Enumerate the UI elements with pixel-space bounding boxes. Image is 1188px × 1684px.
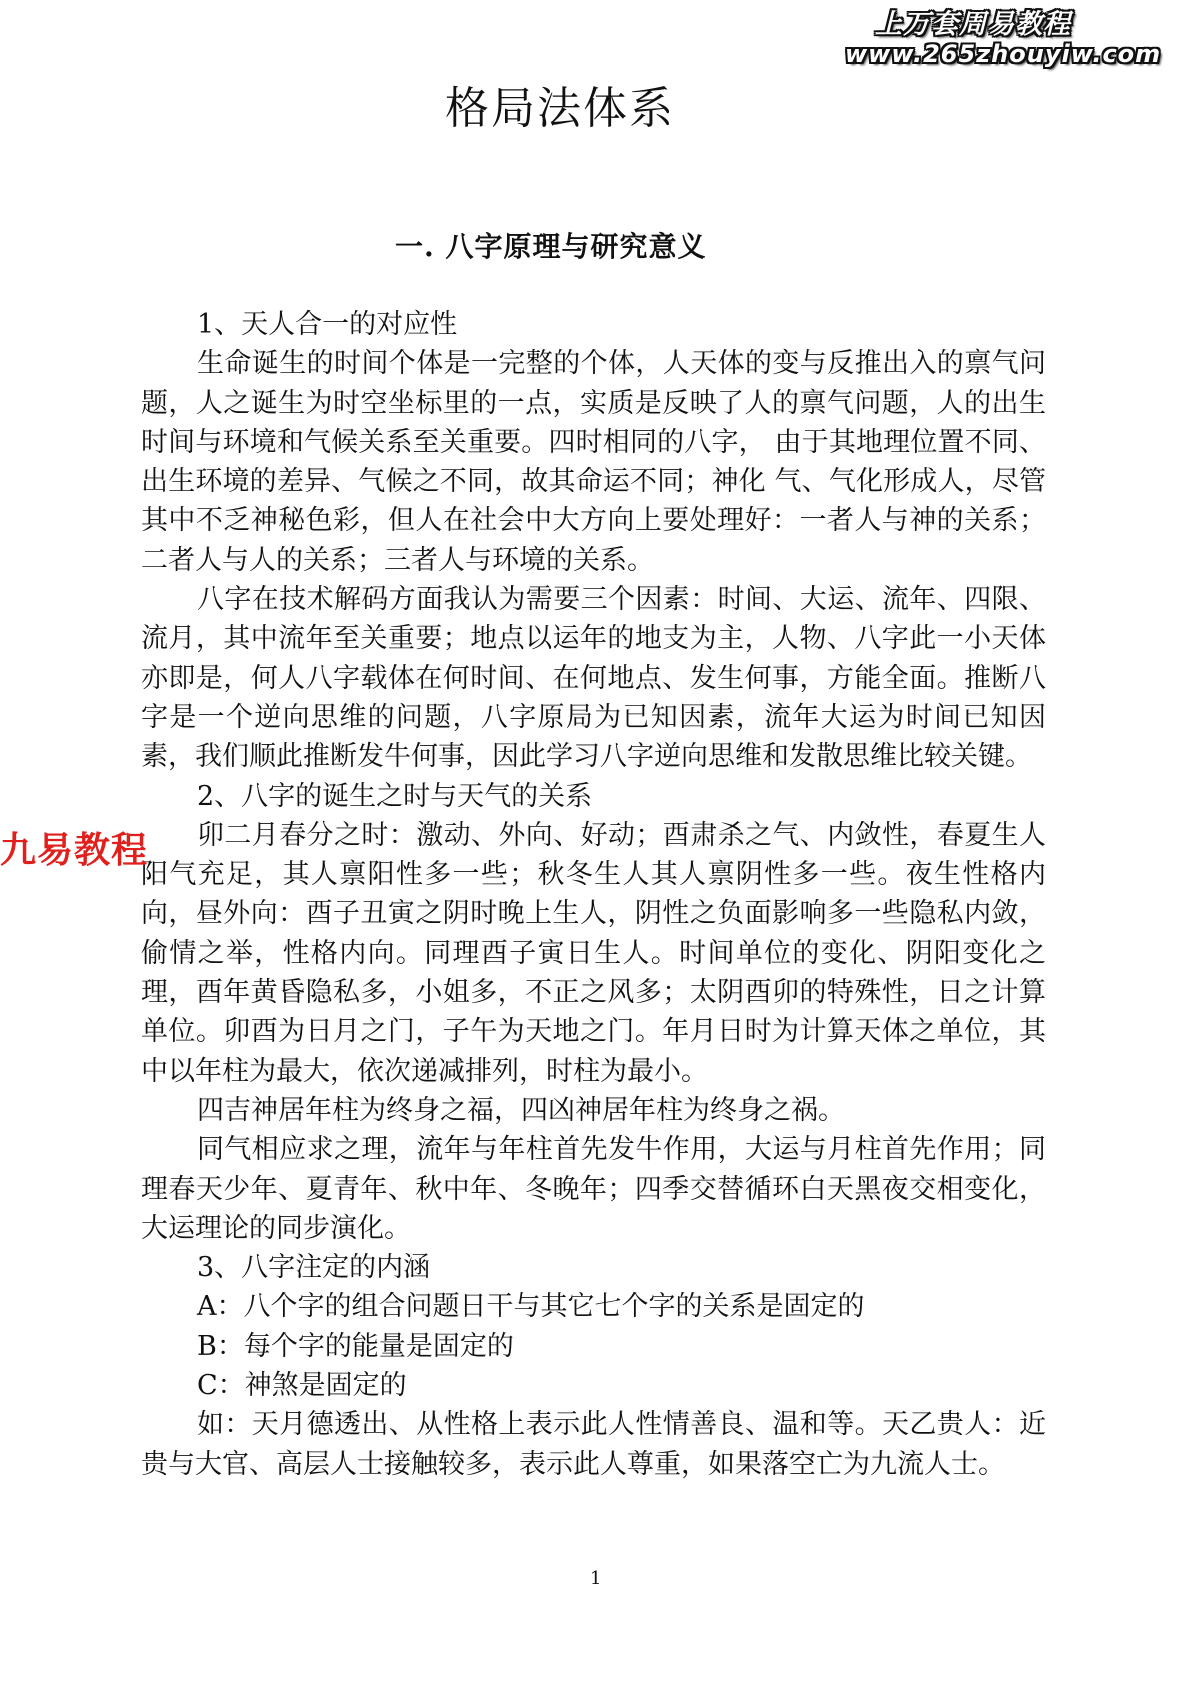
page-title: 格局法体系 (445, 83, 675, 134)
subheading-2: 2、八字的诞生之时与天气的关系 (197, 780, 593, 812)
section-heading: 一. 八字原理与研究意义 (395, 230, 707, 263)
paragraph: 卯二月春分之时：激动、外向、好动；酉肃杀之气、内敛性，春夏生人阳气充足，其人禀阳性多一些；秋冬生人其人禀阴性多一些。夜生性格内向，昼外向：酉子丑寅之阴时晚上生人，阴性之负面影响多一些隐私内敛，偷情之举，性格内向。同理酉子寅日生人。时间单位的变化、阴阳变化之理，酉年黄昏隐私多，小姐多，不正之风多；太阴酉卯的特殊性，日之计算单位。卯酉为日月之门，子午为天地之门。年月日时为计算天体之单位，其中以年柱为最大，依次递减排列，时柱为最小。 (141, 819, 1046, 1087)
paragraph: 四吉神居年柱为终身之福，四凶神居年柱为终身之祸。 (197, 1094, 845, 1126)
paragraph: 如：天月德透出、从性格上表示此人性情善良、温和等。天乙贵人：近贵与大官、高层人士接触较多，表示此人尊重，如果落空亡为九流人士。 (141, 1409, 1046, 1480)
paragraph: 八字在技术解码方面我认为需要三个因素：时间、大运、流年、四限、流月，其中流年至关重要；地点以运年的地支为主，人物、八字此一小天体亦即是，何人八字载体在何时间、在何地点、发生何事，方能全面。推断八字是一个逆向思维的问题，八字原局为已知因素，流年大运为时间已知因素，我们顺此推断发牛何事，因此学习八字逆向思维和发散思维比较关键。 (141, 584, 1046, 773)
subheading-3: 3、八字注定的内涵 (197, 1252, 431, 1284)
list-item: B：每个字的能量是固定的 (197, 1330, 514, 1362)
watermark-url: www.265zhouyiw.com (845, 40, 1162, 68)
watermark-title: 上万套周易教程 (875, 9, 1071, 40)
document-body (141, 305, 1046, 1484)
paragraph: 生命诞生的时间个体是一完整的个体，人天体的变与反推出入的禀气问题，人之诞生为时空坐标里的一点，实质是反映了人的禀气问题，人的出生时间与环境和气候关系至关重要。四时相同的八字， 由于其地理位置不同、出生环境的差异、气候之不同，故其命运不同；神化 气、气化形成人，尽管其中不乏神秘色彩，但人在社会中大方向上要处理好：一者人与神的关系；二者人与人的关系；三者人与环境的关系。 (141, 348, 1046, 576)
side-watermark-label: 九易教程 (0, 830, 149, 871)
subheading-1: 1、天人合一的对应性 (197, 309, 458, 340)
list-item: C：神煞是固定的 (197, 1370, 407, 1402)
list-item: A：八个字的组合问题日干与其它七个字的关系是固定的 (197, 1291, 865, 1323)
page-number: 1 (590, 1568, 602, 1589)
paragraph: 同气相应求之理，流年与年柱首先发牛作用，大运与月柱首先作用；同理春天少年、夏青年、秋中年、冬晚年；四季交替循环白天黑夜交相变化，大运理论的同步演化。 (141, 1134, 1046, 1244)
